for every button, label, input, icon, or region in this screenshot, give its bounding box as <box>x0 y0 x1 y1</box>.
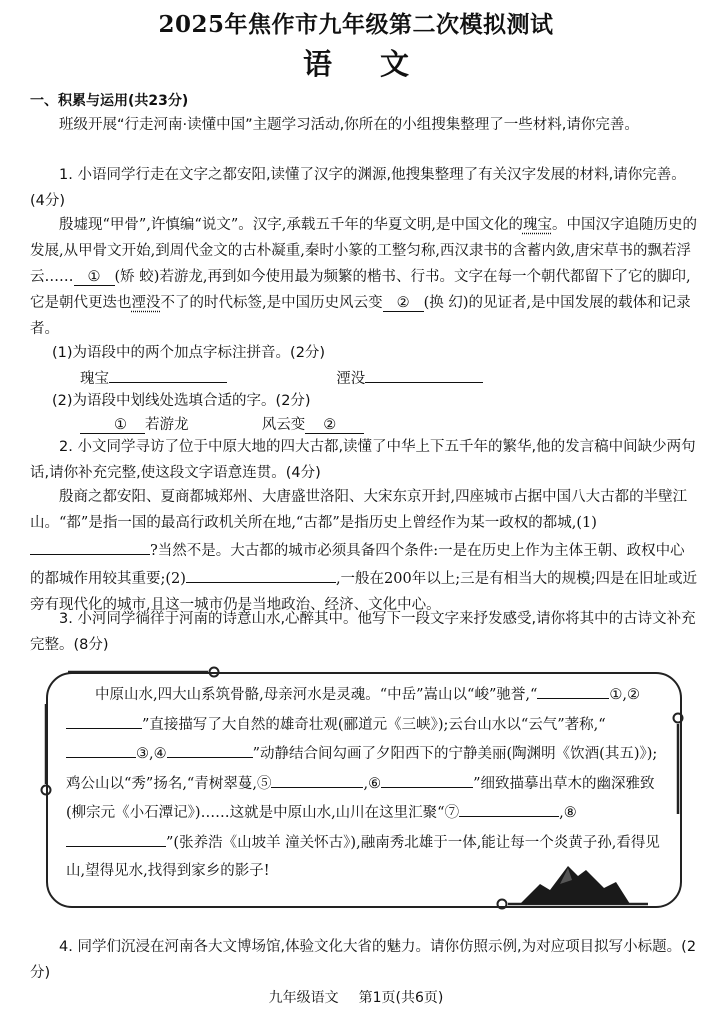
q1-pinyin-1: (矫 蛟) <box>114 269 160 285</box>
sub2-item-2-text: 风云变 <box>261 417 306 433</box>
q3-blank-3[interactable] <box>66 739 136 758</box>
word-yanmo: 湮没 <box>131 295 161 311</box>
q1-pinyin-2: (换 幻) <box>423 295 469 311</box>
answer-blank-yanmo[interactable] <box>365 364 483 383</box>
q2-passage-c: ,一般在200年以上;三是有相当大的规模;四是在旧址或近旁有现代化的城市,且这一城市仍是当地政治、经济、文化中心。 <box>30 571 697 613</box>
q2-answer-blank-1[interactable] <box>30 536 150 555</box>
section-intro: 班级开展“行走河南·读懂中国”主题学习活动,你所在的小组搜集整理了一些材料,请你完善。 <box>59 117 639 133</box>
q3-stem: 3. 小河同学徜徉于河南的诗意山水,心醉其中。他写下一段文字来抒发感受,请你将其中的古诗文补充完整。(8分) <box>30 611 696 653</box>
sub2-item-1-text: 若游龙 <box>145 417 189 433</box>
footer-page-number: 第1页(共6页) <box>358 990 444 1006</box>
answer-blank-sub2-2[interactable]: ② <box>305 417 364 434</box>
q1-passage <box>30 212 698 342</box>
q1-passage-e: 的见证者,是中国发展的载体和记录者。 <box>30 295 691 337</box>
answer-blank-sub2-1[interactable]: ① <box>80 417 145 434</box>
q1-passage-a: 殷墟现“甲骨”,许慎编“说文”。汉字,承载五千年的华夏文明,是中国文化的 <box>59 217 523 233</box>
sub1-word-1: 瑰宝 <box>80 371 109 387</box>
sub1-word-2: 湮没 <box>336 371 366 387</box>
q2-passage-b: ?当然不是。大古都的城市必须具备四个条件:一是在历史上作为主体王朝、政权中心的都城作用较其重要;(2) <box>30 543 685 587</box>
q3-blank-6[interactable] <box>381 769 473 788</box>
q2-passage <box>30 484 698 618</box>
q3-blank-1[interactable] <box>537 680 609 699</box>
q3-blank-4[interactable] <box>167 739 253 758</box>
q3-blank-7[interactable] <box>459 798 559 817</box>
q1-stem: 1. 小语同学行走在文字之都安阳,读懂了汉字的渊源,他搜集整理了有关汉字发展的材料,请你完善。(4分) <box>30 167 686 209</box>
q1-passage-b: 。中国汉字追随历史的发展,从甲骨文开始,到周代金文的古朴凝重,秦时小篆的工整匀称,西汉隶书的含蓄内敛,唐宋草书的飘若浮云…… <box>30 217 697 285</box>
q2-passage-a: 殷商之都安阳、夏商都城郑州、大唐盛世洛阳、大宋东京开封,四座城市占据中国八大古都的半壁江山。“都”是指一国的最高行政机关所在地,“古都”是指历史上曾经作为某一政权的都城,(1) <box>30 489 688 531</box>
word-guibao: 瑰宝 <box>522 217 552 233</box>
q3-blank-2[interactable] <box>66 710 142 729</box>
q3-passage: 中原山水,四大山系筑骨骼,母亲河水是灵魂。“中岳”嵩山以“峻”驰誉,“ ①,②”直接描写了大自然的雄奇壮观(郦道元《三峡》);云台山水以“云气”著称,“③,④ ”动静结合间勾画了夕阳西下的宁静美丽(陶渊明《饮酒(其五)》);鸡公山以“秀”扬名,“青树翠蔓,⑤ ,⑥ ”细致描摹出草木的幽深雅致(柳宗元《小石潭记》)……这就是中原山水,山川在这里汇聚“⑦ ,⑧”(张养浩《山坡羊 潼关怀古》),融南秀北雄于一体,能让每一个炎黄子孙,看得见山,望得见水,找得到家乡的影子! <box>66 680 666 886</box>
q3-blank-8[interactable] <box>66 828 166 847</box>
subject-title: 语文 <box>302 47 457 81</box>
q1-sub2: (2)为语段中划线处选填合适的字。(2分) <box>52 393 311 409</box>
q1-blank-1: ① <box>74 269 115 286</box>
q4-stem: 4. 同学们沉浸在河南各大文博场馆,体验文化大省的魅力。请你仿照示例,为对应项目拟写小标题。(2分) <box>30 939 697 981</box>
exam-title: 2025年焦作市九年级第二次模拟测试 <box>158 11 554 38</box>
q1-passage-d: 不了的时代标签,是中国历史风云变 <box>160 295 383 311</box>
q2-answer-blank-2[interactable] <box>186 564 336 583</box>
footer-subject: 九年级语文 <box>268 990 339 1006</box>
q1-sub1: (1)为语段中的两个加点字标注拼音。(2分) <box>52 345 326 361</box>
section-heading: 一、积累与运用(共23分) <box>30 93 189 109</box>
q3-blank-5[interactable] <box>271 769 363 788</box>
q1-blank-2: ② <box>383 295 424 312</box>
q1-passage-c: 若游龙,再到如今使用最为频繁的楷书、行书。文字在每一个朝代都留下了它的脚印,它是朝代更迭也 <box>30 269 691 311</box>
q2-stem: 2. 小文同学寻访了位于中原大地的四大古都,读懂了中华上下五千年的繁华,他的发言稿中间缺少两句话,请你补充完整,使这段文字语意连贯。(4分) <box>30 439 696 481</box>
answer-blank-guibao[interactable] <box>109 364 227 383</box>
page-footer <box>0 987 712 1007</box>
